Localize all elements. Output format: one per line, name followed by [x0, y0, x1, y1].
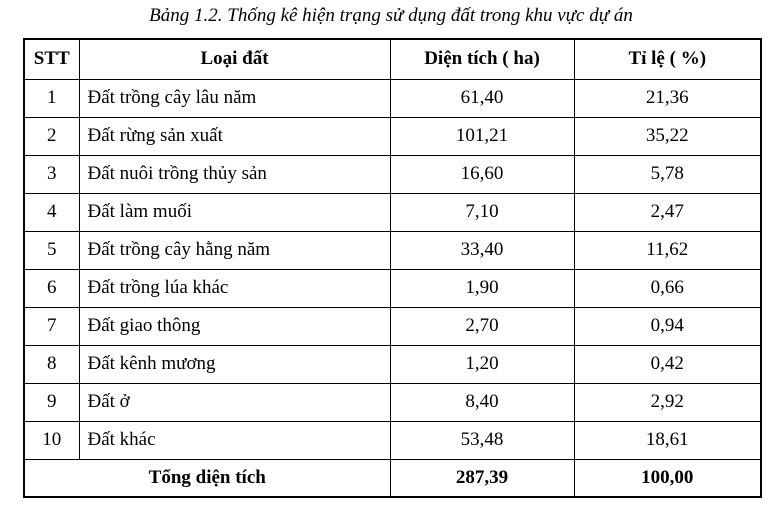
header-ratio: Tỉ lệ ( %)	[574, 39, 761, 79]
row-stt: 1	[24, 79, 79, 117]
row-area: 8,40	[390, 383, 574, 421]
row-land-type: Đất ở	[79, 383, 390, 421]
row-area: 2,70	[390, 307, 574, 345]
table-row	[24, 193, 761, 231]
row-land-type: Đất làm muối	[79, 193, 390, 231]
table-row	[24, 421, 761, 459]
row-ratio: 21,36	[574, 79, 761, 117]
row-ratio: 0,66	[574, 269, 761, 307]
row-stt: 4	[24, 193, 79, 231]
table-row	[24, 345, 761, 383]
row-land-type: Đất kênh mương	[79, 345, 390, 383]
row-ratio: 2,47	[574, 193, 761, 231]
row-stt: 5	[24, 231, 79, 269]
row-stt: 8	[24, 345, 79, 383]
row-area: 1,90	[390, 269, 574, 307]
row-land-type: Đất trồng cây hằng năm	[79, 231, 390, 269]
row-ratio: 18,61	[574, 421, 761, 459]
row-area: 1,20	[390, 345, 574, 383]
row-ratio: 0,94	[574, 307, 761, 345]
table-row	[24, 117, 761, 155]
row-area: 53,48	[390, 421, 574, 459]
row-land-type: Đất trồng lúa khác	[79, 269, 390, 307]
row-ratio: 35,22	[574, 117, 761, 155]
table-row	[24, 269, 761, 307]
row-area: 101,21	[390, 117, 574, 155]
header-stt: STT	[24, 39, 79, 79]
row-stt: 3	[24, 155, 79, 193]
row-ratio: 2,92	[574, 383, 761, 421]
row-area: 7,10	[390, 193, 574, 231]
row-area: 16,60	[390, 155, 574, 193]
table-row	[24, 155, 761, 193]
land-use-table	[23, 38, 762, 498]
row-stt: 6	[24, 269, 79, 307]
row-land-type: Đất giao thông	[79, 307, 390, 345]
row-area: 61,40	[390, 79, 574, 117]
table-header-row	[24, 39, 761, 79]
table-row	[24, 307, 761, 345]
row-land-type: Đất rừng sản xuất	[79, 117, 390, 155]
total-row	[24, 459, 761, 497]
row-ratio: 0,42	[574, 345, 761, 383]
total-area: 287,39	[390, 459, 574, 497]
row-land-type: Đất nuôi trồng thủy sản	[79, 155, 390, 193]
table-row	[24, 79, 761, 117]
row-ratio: 11,62	[574, 231, 761, 269]
row-stt: 2	[24, 117, 79, 155]
table-caption: Bảng 1.2. Thống kê hiện trạng sử dụng đất trong khu vực dự án	[149, 5, 633, 26]
row-stt: 9	[24, 383, 79, 421]
header-land-type: Loại đất	[79, 39, 390, 79]
total-label: Tổng diện tích	[24, 459, 390, 497]
header-area: Diện tích ( ha)	[390, 39, 574, 79]
row-stt: 7	[24, 307, 79, 345]
row-area: 33,40	[390, 231, 574, 269]
row-land-type: Đất trồng cây lâu năm	[79, 79, 390, 117]
row-ratio: 5,78	[574, 155, 761, 193]
table-row	[24, 231, 761, 269]
row-stt: 10	[24, 421, 79, 459]
row-land-type: Đất khác	[79, 421, 390, 459]
total-ratio: 100,00	[574, 459, 761, 497]
table-row	[24, 383, 761, 421]
